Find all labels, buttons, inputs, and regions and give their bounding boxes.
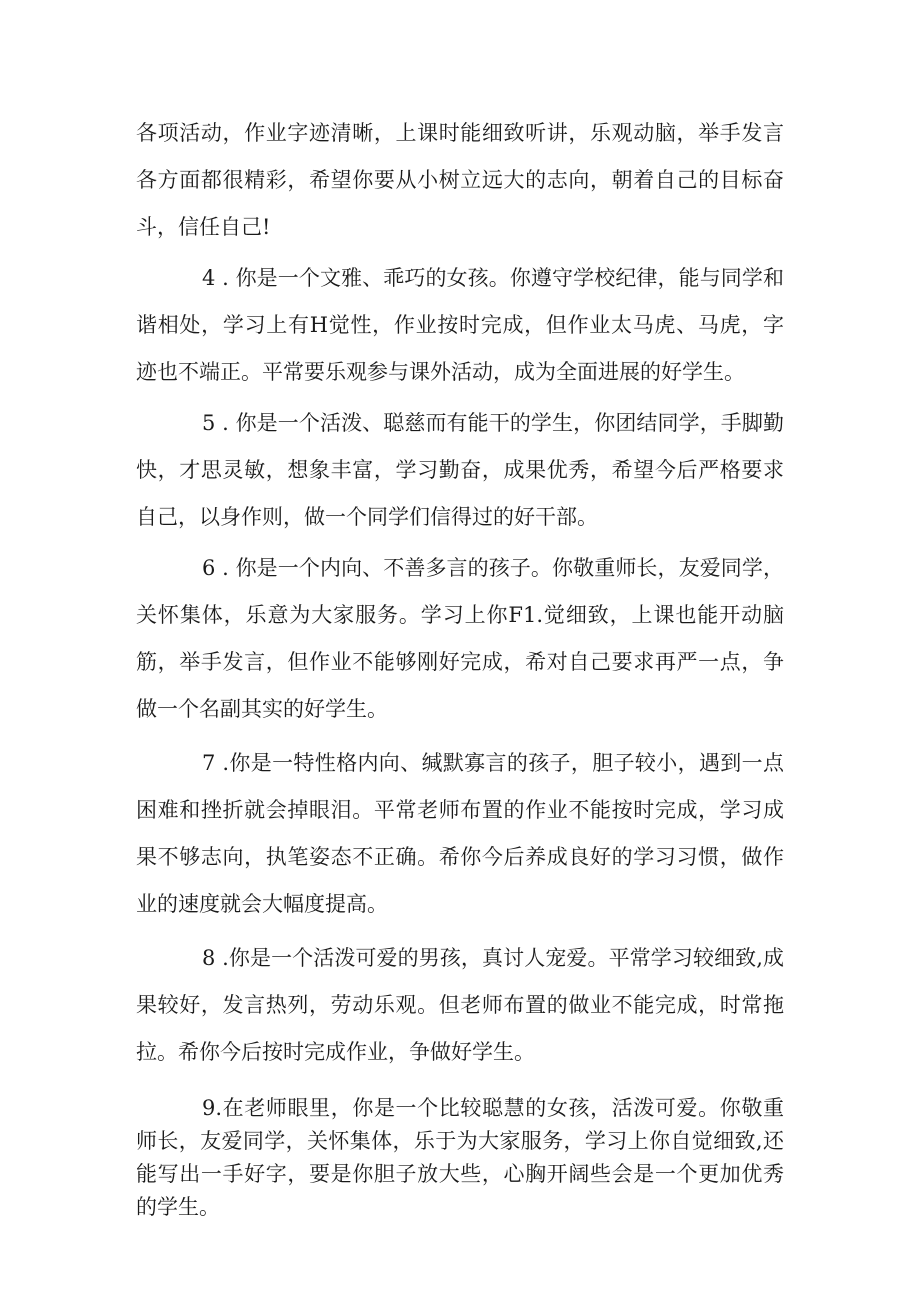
paragraph-item-9: 9.在老师眼里，你是一个比较聪慧的女孩，活泼可爱。你敬重师长，友爱同学，关怀集体，乐于为大家服务，学习上你自觉细致,还能写出一手好字，要是你胆子放大些，心胸开阔些会是一个更加优秀的学生。 bbox=[136, 1096, 784, 1219]
paragraph-item-8: 8 .你是一个活泼可爱的男孩，真讨人宠爱。平常学习较细致,成果较好，发言热列，劳动乐观。但老师布置的做业不能完成，时常拖拉。希你今后按时完成作业，争做好学生。 bbox=[136, 946, 784, 1064]
paragraph-item-4: 4 . 你是一个文雅、乖巧的女孩。你遵守学校纪律，能与同学和谐相处，学习上有H觉性，作业按时完成，但作业太马虎、马虎，字迹也不端正。平常要乐观参与课外活动，成为全面进展的好学生。 bbox=[136, 266, 784, 384]
paragraph-item-7: 7 .你是一特性格内向、缄默寡言的孩子，胆子较小，遇到一点困难和挫折就会掉眼泪。平常老师布置的作业不能按时完成，学习成果不够志向，执笔姿态不正确。希你今后养成良好的学习习惯，做作业的速度就会大幅度提高。 bbox=[136, 751, 784, 916]
paragraph-item-6: 6 . 你是一个内向、不善多言的孩子。你敬重师长，友爱同学，关怀集体，乐意为大家服务。学习上你F1.觉细致，上课也能开动脑筋，举手发言，但作业不能够刚好完成，希对自己要求再严一点，争做一个名副其实的好学生。 bbox=[136, 556, 784, 721]
paragraph-item-5: 5 . 你是一个活泼、聪慈而有能干的学生，你团结同学，手脚勤快，才思灵敏，想象丰富，学习勤奋，成果优秀，希望今后严格要求自己，以身作则，做一个同学们信得过的好干部。 bbox=[136, 411, 784, 529]
paragraph-continuation: 各项活动，作业字迹清晰，上课时能细致听讲，乐观动脑，举手发言各方面都很精彩，希望你要从小树立远大的志向，朝着自己的目标奋斗，信任自己! bbox=[136, 121, 784, 239]
